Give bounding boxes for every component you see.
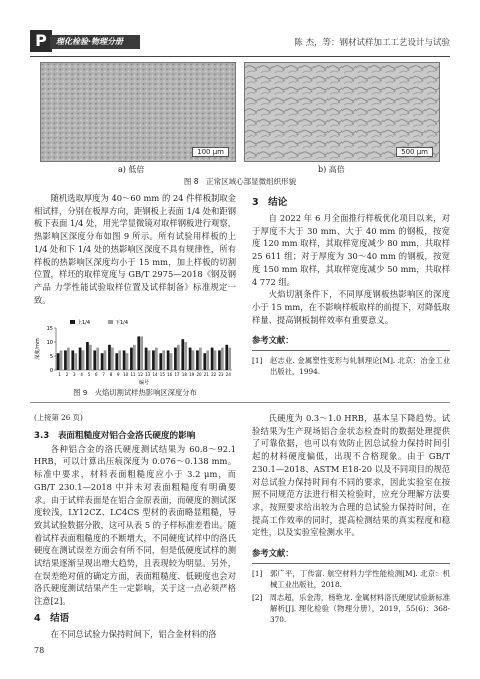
bar-lower — [228, 348, 231, 370]
bar-chart — [34, 318, 236, 386]
page-header — [30, 30, 450, 54]
bar-upper — [137, 336, 140, 370]
reference-list — [252, 350, 450, 377]
x-tick-label: 24 — [225, 372, 231, 377]
x-tick-label: 19 — [189, 372, 195, 377]
bar-upper — [167, 350, 170, 370]
left-column-top — [34, 192, 236, 306]
bar-lower — [199, 348, 202, 370]
bar-lower — [177, 345, 180, 370]
bar-lower — [126, 353, 129, 370]
micrograph-high-mag — [244, 62, 440, 162]
x-tick-label: 13 — [145, 372, 151, 377]
bar-lower — [140, 336, 143, 370]
bar-lower — [118, 350, 121, 370]
logo-mark-icon: P — [30, 30, 52, 52]
bar-upper — [218, 350, 221, 370]
right-column-top — [252, 192, 450, 379]
bar-lower — [192, 350, 195, 370]
x-tick-label: 3 — [73, 372, 76, 377]
journal-name: 理化检验·物理分册 — [50, 35, 140, 49]
journal-logo — [30, 30, 140, 52]
y-tick-label: 5 — [49, 354, 53, 360]
reference-item: [1] 郭广平，丁传富. 航空材料力学性能检测[M]. 北京：机械工业出版社，2018. — [252, 569, 450, 590]
bar-lower — [170, 353, 173, 370]
header-rule — [30, 56, 450, 57]
bar-upper — [115, 353, 118, 370]
bar-upper — [93, 350, 96, 370]
x-tick-label: 10 — [123, 372, 129, 377]
x-tick-label: 15 — [159, 372, 165, 377]
bar-upper — [145, 348, 148, 370]
bar-lower — [74, 353, 77, 370]
figure-9-caption: 图 9 火焰切割试样热影响区深度分布 — [73, 388, 197, 397]
bar-upper — [211, 348, 214, 370]
bar-lower — [111, 348, 114, 370]
x-tick-label: 2 — [65, 372, 69, 377]
reference-list — [252, 563, 450, 625]
section-heading-conclusion: 3 结论 — [252, 197, 288, 208]
bar-lower — [67, 348, 70, 370]
x-tick-label: 23 — [218, 372, 224, 377]
bar-lower — [89, 345, 92, 370]
x-tick-label: 7 — [102, 372, 105, 377]
bar-upper — [71, 350, 74, 370]
x-tick-label: 18 — [181, 372, 187, 377]
bar-upper — [79, 348, 82, 370]
legend-swatch — [70, 320, 75, 324]
x-tick-label: 9 — [117, 372, 120, 377]
bar-upper — [181, 339, 184, 370]
subcaption-a: a) 低倍 — [118, 165, 145, 174]
right-column-bottom — [252, 412, 450, 627]
bar-upper — [108, 345, 111, 370]
section-heading-closing: 4 结语 — [34, 612, 70, 624]
article-divider — [30, 402, 450, 403]
bar-lower — [184, 342, 187, 370]
bar-upper — [123, 350, 126, 370]
x-tick-label: 20 — [196, 372, 202, 377]
reference-item: [1] 赵志业. 金属塑性变形与轧制理论[M]. 北京：冶金工业出版社，1994. — [252, 356, 450, 377]
bar-upper — [57, 353, 60, 370]
bar-lower — [104, 350, 107, 370]
x-tick-label: 4 — [80, 372, 83, 377]
left-column-bottom — [34, 412, 236, 641]
bar-lower — [162, 350, 165, 370]
body-paragraph: 火焰切割条件下，不同厚度钢板热影响区的深度小于 15 mm，在不影响样板取样的前提下，对降低取样量、提高钢板制样效率有重要意义。 — [252, 289, 450, 325]
references-heading: 参考文献： — [252, 335, 294, 346]
y-tick-label: 10 — [46, 340, 53, 346]
y-tick-label: 0 — [49, 368, 53, 374]
bar-upper — [152, 350, 155, 370]
micrograph-low-mag — [40, 62, 236, 162]
legend-swatch — [108, 320, 113, 324]
bar-lower — [206, 350, 209, 370]
bar-lower — [82, 350, 85, 370]
bar-upper — [196, 350, 199, 370]
legend-label: 上1/4 — [77, 320, 91, 326]
bar-upper — [174, 348, 177, 370]
bar-upper — [225, 345, 228, 370]
bar-lower — [155, 348, 158, 370]
x-tick-label: 5 — [87, 372, 91, 377]
y-axis-label: 深度/mm — [35, 338, 41, 360]
bar-upper — [101, 353, 104, 370]
reference-item: [2] 周志超，乐金涛，杨艳龙. 金属材料洛氏硬度试验新标准解析[J]. 理化检验（物理分册），2019，55(6)：368-370. — [252, 593, 450, 625]
x-tick-label: 6 — [95, 372, 98, 377]
x-tick-label: 1 — [58, 372, 61, 377]
scale-bar-b: 500 μm — [396, 147, 433, 157]
x-tick-label: 21 — [203, 372, 209, 377]
bar-upper — [159, 353, 162, 370]
continued-note: (上接第 26 页) — [34, 413, 83, 422]
x-axis-label: 编号 — [138, 380, 150, 386]
bar-upper — [130, 348, 133, 370]
subsection-heading: 3.3 表面粗糙度对铝合金洛氏硬度的影响 — [34, 430, 196, 441]
subcaption-b: b) 高倍 — [318, 165, 345, 174]
x-tick-label: 16 — [167, 372, 173, 377]
bar-upper — [64, 350, 67, 370]
bar-upper — [203, 353, 206, 370]
scale-bar-a: 100 μm — [192, 147, 229, 157]
bar-lower — [148, 350, 151, 370]
body-paragraph: 自 2022 年 6 月全面推行样板优化项目以来，对于厚度不大于 30 mm、大于 40 mm 的钢板，按宽度 120 mm 取样，其取样宽度减少 80 mm，共取样 25 611 组；对于厚度为 30～40 mm 的钢板，按宽度 150 mm 取样，其取样宽度减少 50 mm，共取样 4 772 组。 — [252, 213, 450, 287]
bar-lower — [221, 348, 224, 370]
x-tick-label: 17 — [174, 372, 180, 377]
figure-8-caption: 图 8 正常区域心部显微组织形貌 — [183, 177, 297, 186]
running-head: 陈 杰，等：钢材试样加工工艺设计与试验 — [294, 38, 450, 48]
x-tick-label: 12 — [137, 372, 143, 377]
bar-upper — [189, 348, 192, 370]
bar-lower — [60, 350, 63, 370]
body-paragraph: 随机选取厚度为 40～60 mm 的 24 件样板制取金相试样，分别在板厚方向，距钢板上表面 1/4 处和距钢板下表面 1/4 处，用光学显微镜对取样钢板进行观察，热影响区深度分布如图 9 所示。所有试验用样板的上 1/4 处和下 1/4 处的热影响区深度不具有规律性，所有样板的热影响区深度均小于 15 mm，加上样板的切割位置，样坯的取样宽度与 GB/T 2975—2018《钢及钢产品 力学性能试验取样位置及试样制备》标准规定一致。 — [34, 193, 236, 305]
page-number: 78 — [34, 646, 45, 655]
bar-lower — [96, 348, 99, 370]
x-tick-label: 14 — [152, 372, 158, 377]
y-tick-label: 15 — [46, 326, 53, 332]
x-tick-label: 8 — [109, 372, 113, 377]
references-heading: 参考文献： — [252, 548, 294, 559]
legend-label: 下1/4 — [115, 320, 129, 326]
body-paragraph: 氏硬度为 0.3～1.0 HRB，基本呈下降趋势。试验结果为生产现场铝合金状态检查时的数据处理提供了可靠依据，也可以有效防止因总试验力保持时间引起的材料硬度偏低，出现不合格现象。由于 GB/T 230.1—2018、ASTM E18-20 以及不同项目的规范对总试验力保持时间有不同的要求，因此实验室在按照不同规范方法进行相关检验时，应充分理解方法要求，按照要求给出较为合理的总试验力保持时间，在提高工作效率的同时，提高检测结果的真实程度和稳定性，以及实验室检测水平。 — [252, 413, 450, 538]
body-paragraph: 各种铝合金的洛氏硬度测试结果为 60.8～92.1 HRB，可以计算出压痕深度为 0.076～0.138 mm。标准中要求，材料表面粗糙度应小于 3.2 μm，而 GB/T 230.1—2018 中并未对表面粗糙度有明确要求。由于试样表面是在铝合金原表面，而硬度的测试深度较浅，LY12CZ、LC4CS 型材的表面略显粗糙，导致其试验数据分散，这可从表 5 的子样标准差看出。随着试样表面粗糙度的不断增大，不同硬度试样中的洛氏硬度在测试误差方面会有所不同，但是低硬度试样的测试结果逐渐呈现出增大趋势，且表现较为明显。另外，在误差绝对值的确定方面，表面粗糙度、低硬度也会对洛氏硬度测试结果产生一定影响，关于这一点必须严格注意[2]。 — [34, 443, 236, 607]
bar-upper — [86, 342, 89, 370]
bar-lower — [133, 345, 136, 370]
figure-9-chart — [34, 318, 236, 386]
body-paragraph: 在不同总试验力保持时间下，铝合金材料的洛 — [50, 628, 217, 639]
x-tick-label: 11 — [130, 372, 136, 377]
bar-lower — [214, 350, 217, 370]
x-tick-label: 22 — [211, 372, 217, 377]
